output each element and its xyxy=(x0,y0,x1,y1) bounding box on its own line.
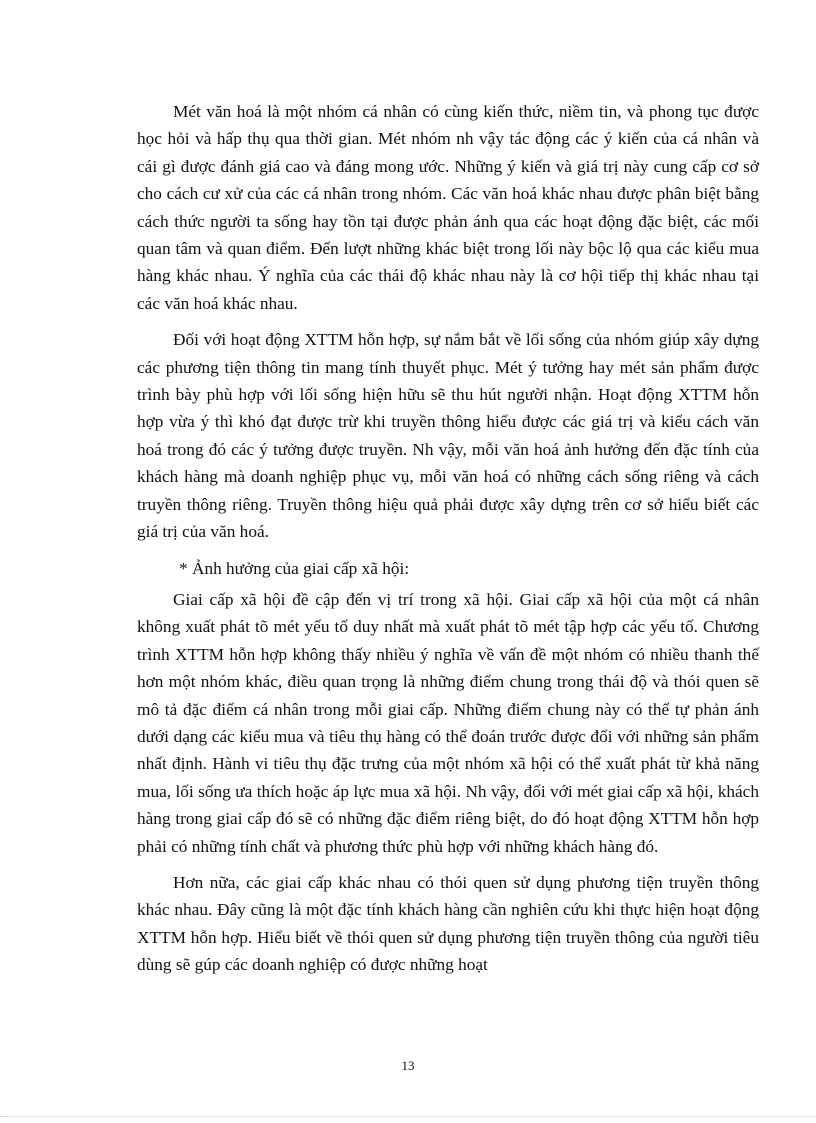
section-heading-social-class: * Ảnh hưởng của giai cấp xã hội: xyxy=(179,558,410,578)
document-body xyxy=(137,98,759,988)
paragraph-social-class: Giai cấp xã hội đề cập đến vị trí trong xã hội. Giai cấp xã hội của một cá nhân không xuất phát tõ mét yếu tố duy nhất mà xuất phát tõ mét tập hợp các yếu tố. Chương trình XTTM hỗn hợp không thấy nhiều ý nghĩa về vấn đề một nhóm có nhiều thanh thế hơn một nhóm khác, điều quan trọng là những điểm chung trong thái độ và thói quen sẽ mô tả đặc điểm cá nhân trong mỗi giai cấp. Những điểm chung này có thể tự phản ánh dưới dạng các kiểu mua và tiêu thụ hàng có thể đoán trước được đối với những sản phẩm nhất định. Hành vi tiêu thụ đặc trưng của một nhóm xã hội có thể xuất phát từ khả năng mua, lối sống ưa thích hoặc áp lực mua xã hội. Nh vậy, đối với mét giai cấp xã hội, khách hàng trong giai cấp đó sẽ có những đặc điểm riêng biệt, do đó hoạt động XTTM hỗn hợp phải có những tính chất và phương thức phù hợp với những khách hàng đó. xyxy=(137,589,759,856)
paragraph-lifestyle-promotion: Đối với hoạt động XTTM hỗn hợp, sự nắm bắt về lối sống của nhóm giúp xây dựng các phương tiện thông tin mang tính thuyết phục. Mét ý tưởng hay mét sản phẩm được trình bày phù hợp với lối sống hiện hữu sẽ thu hút người nhận. Hoạt động XTTM hỗn hợp vừa ý thì khó đạt được trừ khi truyền thông hiểu được các giá trị và kiểu cách văn hoá trong đó các ý tưởng được truyền. Nh vậy, mỗi văn hoá ảnh hưởng đến đặc tính của khách hàng mà doanh nghiệp phục vụ, mỗi văn hoá có những cách sống riêng và cách truyền thông riêng. Truyền thông hiệu quả phải được xây dựng trên cơ sở hiểu biết các giá trị của văn hoá. xyxy=(137,330,759,542)
page-number: 13 xyxy=(401,1058,415,1073)
page-bottom-divider xyxy=(0,1116,816,1117)
paragraph-media-habits: Hơn nữa, các giai cấp khác nhau có thói quen sử dụng phương tiện truyền thông khác nhau. Đây cũng là một đặc tính khách hàng cần nghiên cứu khi thực hiện hoạt động XTTM hỗn hợp. Hiểu biết về thói quen sử dụng phương tiện truyền thông của người tiêu dùng sẽ gúp các doanh nghiệp có được những hoạt xyxy=(137,872,759,975)
paragraph-culture-definition: Mét văn hoá là một nhóm cá nhân có cùng kiến thức, niềm tin, và phong tục được học hỏi và hấp thụ qua thời gian. Mét nhóm nh vậy tác động các ý kiến của cá nhân và cái gì được đánh giá cao và đáng mong ước. Những ý kiến và giá trị này cung cấp cơ sở cho cách cư xử của các cá nhân trong nhóm. Các văn hoá khác nhau được phân biệt bằng cách thức người ta sống hay tồn tại được phản ánh qua các hoạt động đặc biệt, các mối quan tâm và quan điểm. Đến lượt những khác biệt trong lối này bộc lộ qua các kiểu mua hàng khác nhau. Ý nghĩa của các thái độ khác nhau này là cơ hội tiếp thị khác nhau tại các văn hoá khác nhau. xyxy=(137,102,759,313)
